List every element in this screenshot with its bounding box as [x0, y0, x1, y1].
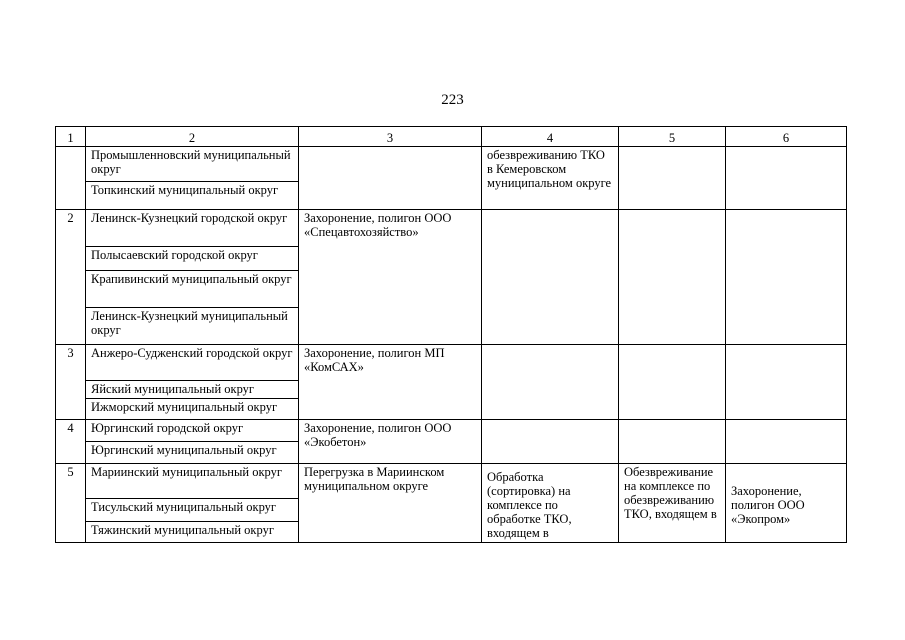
route-stage-4-cell: [726, 210, 847, 345]
area-cell: Мариинский муниципальный округ: [86, 464, 299, 499]
area-cell: Ленинск-Кузнецкий муниципальный округ: [86, 308, 299, 345]
area-cell: Ленинск-Кузнецкий городской округ: [86, 210, 299, 247]
header-cell-4: 4: [482, 127, 619, 147]
table-row: [56, 420, 847, 442]
table-row: [56, 210, 847, 247]
area-cell: Ижморский муниципальный округ: [86, 399, 299, 420]
table-row: [56, 345, 847, 381]
route-stage-1-cell: Захоронение, полигон ООО «Экобетон»: [299, 420, 482, 464]
area-cell: Юргинский городской округ: [86, 420, 299, 442]
route-stage-2-cell: [482, 420, 619, 464]
waste-routing-table: [55, 126, 847, 543]
header-cell-3: 3: [299, 127, 482, 147]
header-cell-6: 6: [726, 127, 847, 147]
header-cell-1: 1: [56, 127, 86, 147]
route-stage-4-cell: [726, 147, 847, 210]
row-number-cell: [56, 147, 86, 210]
route-stage-4-cell: [726, 420, 847, 464]
route-stage-2-cell: [482, 345, 619, 420]
area-cell: Тисульский муниципальный округ: [86, 499, 299, 522]
area-cell: Анжеро-Судженский городской округ: [86, 345, 299, 381]
row-number-cell: 3: [56, 345, 86, 420]
table-row: [56, 147, 847, 182]
area-cell: Яйский муниципальный округ: [86, 381, 299, 399]
header-cell-2: 2: [86, 127, 299, 147]
route-stage-4-cell: [726, 345, 847, 420]
route-stage-3-cell: [619, 420, 726, 464]
area-cell: Крапивинский муниципальный округ: [86, 271, 299, 308]
area-cell: Юргинский муниципальный округ: [86, 442, 299, 464]
header-row: [56, 127, 847, 147]
area-cell: Тяжинский муниципальный округ: [86, 522, 299, 543]
route-stage-4-cell: Захоронение, полигон ООО «Экопром»: [726, 464, 847, 543]
route-stage-1-cell: [299, 147, 482, 210]
route-stage-1-cell: Захоронение, полигон ООО «Спецавтохозяйство»: [299, 210, 482, 345]
row-number-cell: 2: [56, 210, 86, 345]
row-number-cell: 4: [56, 420, 86, 464]
route-stage-3-cell: [619, 147, 726, 210]
area-cell: Полысаевский городской округ: [86, 247, 299, 271]
route-stage-2-cell: Обработка (сортировка) на комплексе по обработке ТКО, входящем в: [482, 464, 619, 543]
table-row: [56, 464, 847, 499]
page-number: 223: [441, 92, 464, 108]
route-stage-2-cell: обезвреживанию ТКО в Кемеровском муниципальном округе: [482, 147, 619, 210]
route-stage-1-cell: Перегрузка в Мариинском муниципальном округе: [299, 464, 482, 543]
route-stage-3-cell: [619, 210, 726, 345]
route-stage-1-cell: Захоронение, полигон МП «КомСАХ»: [299, 345, 482, 420]
route-stage-3-cell: [619, 345, 726, 420]
area-cell: Промышленновский муниципальный округ: [86, 147, 299, 182]
route-stage-3-cell: Обезвреживание на комплексе по обезвреживанию ТКО, входящем в: [619, 464, 726, 543]
row-number-cell: 5: [56, 464, 86, 543]
route-stage-2-cell: [482, 210, 619, 345]
area-cell: Топкинский муниципальный округ: [86, 182, 299, 210]
header-cell-5: 5: [619, 127, 726, 147]
